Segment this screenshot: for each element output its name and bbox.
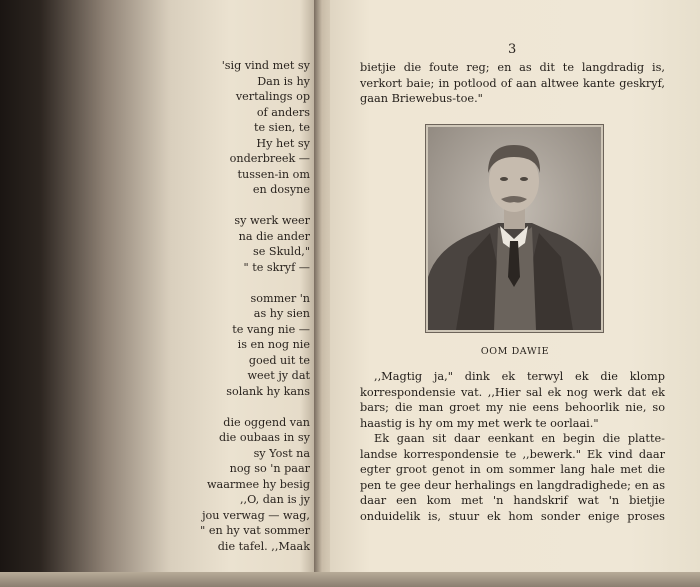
portrait-illustration bbox=[428, 127, 601, 330]
text-line: Hy het sy bbox=[256, 136, 310, 150]
right-page-bottom-text bbox=[360, 369, 665, 524]
text-line: solank hy kans bbox=[226, 384, 310, 398]
left-page-text bbox=[160, 58, 310, 554]
text-line: egter groot genot in om sommer lang hale met die bbox=[360, 463, 665, 476]
right-page-top-text bbox=[360, 60, 665, 107]
text-line: korrespondensie vat. ,,Hier sal ek nog werk dat ek bbox=[360, 385, 665, 399]
text-line: onduidelik is, stuur ek hom sonder enige proses bbox=[360, 509, 665, 523]
text-line: Dan is hy bbox=[257, 74, 310, 88]
text-line: goed uit te bbox=[248, 353, 310, 367]
text-line: onderbreek — bbox=[229, 152, 310, 165]
text-line: pen te gee deur herhalings en langdradighede; en as bbox=[360, 478, 665, 492]
text-line: te vang nie — bbox=[232, 322, 310, 336]
text-line: landse korrespondensie te ,,bewerk." Ek vind daar bbox=[360, 447, 665, 461]
photo-caption: OOM DAWIE bbox=[480, 346, 550, 357]
text-line: sommer 'n bbox=[250, 291, 310, 305]
text-line: jou verwag — wag, bbox=[202, 508, 310, 522]
paragraph-gap bbox=[160, 275, 310, 291]
text-line: as hy sien bbox=[253, 307, 310, 320]
text-line: se Skuld," bbox=[252, 245, 310, 258]
text-line: gaan Briewebus-toe." bbox=[360, 92, 483, 105]
text-line: die tafel. ,,Maak bbox=[217, 539, 310, 553]
page-bottom-edge bbox=[0, 572, 700, 587]
text-line: ,,Magtig ja," dink ek terwyl ek die klomp bbox=[374, 370, 665, 383]
text-line: waarmee hy besig bbox=[206, 477, 310, 491]
text-line: " te skryf — bbox=[243, 260, 310, 274]
text-line: of anders bbox=[256, 105, 310, 119]
text-line: nog so 'n paar bbox=[229, 462, 310, 475]
text-line: te sien, te bbox=[253, 121, 310, 134]
text-line: tussen-in om bbox=[237, 167, 310, 181]
text-line: sy werk weer bbox=[234, 214, 310, 227]
text-line: en dosyne bbox=[252, 183, 310, 196]
text-line: vertalings op bbox=[235, 90, 310, 103]
text-line: daar een kom met 'n handskrif wat 'n bietjie bbox=[360, 494, 665, 507]
text-line: 'sig vind met sy bbox=[221, 59, 310, 72]
portrait-photo bbox=[425, 124, 604, 333]
text-line: Ek gaan sit daar eenkant en begin die platte- bbox=[374, 432, 665, 445]
text-line: die oubaas in sy bbox=[218, 431, 310, 444]
text-line: ,,O, dan is jy bbox=[240, 493, 310, 506]
text-line: weet jy dat bbox=[247, 369, 310, 382]
text-line: bietjie die foute reg; en as dit te langdradig is, bbox=[360, 61, 665, 74]
paragraph-gap bbox=[160, 399, 310, 415]
paragraph-gap bbox=[160, 198, 310, 214]
text-line: bars; die man groet my nie eens behoorlik nie, so bbox=[360, 401, 665, 414]
text-line: haastig is hy om my met werk te oorlaai." bbox=[360, 416, 599, 430]
text-line: verkort baie; in potlood of aan altwee kante geskryf, bbox=[360, 76, 665, 90]
text-line: na die ander bbox=[238, 229, 310, 243]
text-line: die oggend van bbox=[223, 415, 310, 429]
page-number: 3 bbox=[508, 42, 517, 57]
text-line: is en nog nie bbox=[237, 338, 310, 351]
text-line: sy Yost na bbox=[253, 446, 310, 460]
portrait-image bbox=[428, 127, 601, 330]
text-line: " en hy vat sommer bbox=[200, 524, 310, 537]
